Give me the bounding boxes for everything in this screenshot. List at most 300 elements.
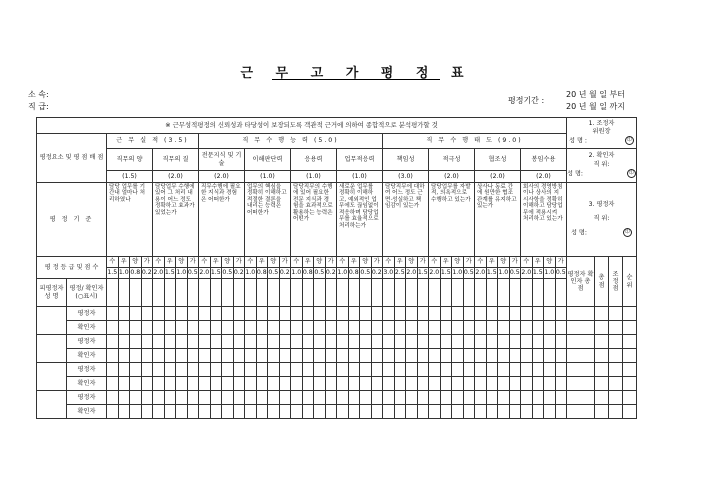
score-entry-cell xyxy=(210,335,222,349)
score-entry-cell xyxy=(348,405,360,419)
score-entry-cell xyxy=(371,405,383,419)
rater-total-header: 평정자 확인자 총 점 xyxy=(567,257,595,307)
score-entry-cell xyxy=(153,321,165,335)
total-entry-cell xyxy=(567,405,595,419)
group-attitude: 직 무 수 행 태 도 (9.0) xyxy=(383,134,567,149)
score-value: 1.0 xyxy=(118,268,130,279)
score-entry-cell xyxy=(452,349,464,363)
score-value: 0.5 xyxy=(314,268,326,279)
score-entry-cell xyxy=(291,335,303,349)
grade-header: 수 xyxy=(107,257,119,268)
score-entry-cell xyxy=(256,391,268,405)
score-entry-cell xyxy=(406,405,418,419)
score-value: 1.5 xyxy=(210,268,222,279)
blank-cell xyxy=(532,279,544,307)
score-entry-cell xyxy=(360,335,372,349)
col-adjusted-header: 조 정 점 xyxy=(609,257,623,307)
score-entry-cell xyxy=(279,391,291,405)
score-entry-cell xyxy=(544,307,556,321)
score-entry-cell xyxy=(475,391,487,405)
adjuster-panel xyxy=(567,118,637,149)
score-entry-cell xyxy=(199,335,211,349)
score-entry-cell xyxy=(555,377,567,391)
score-entry-cell xyxy=(233,335,245,349)
score-entry-cell xyxy=(417,335,429,349)
score-entry-cell xyxy=(176,391,188,405)
score-entry-cell xyxy=(130,377,142,391)
grade-header: 수 xyxy=(199,257,211,268)
score-entry-cell xyxy=(371,321,383,335)
score-entry-cell xyxy=(348,307,360,321)
score-value: 0.5 xyxy=(268,268,280,279)
score-entry-cell xyxy=(176,363,188,377)
score-value: 1.0 xyxy=(176,268,188,279)
score-entry-cell xyxy=(210,349,222,363)
score-value: 0.5 xyxy=(222,268,234,279)
blank-cell xyxy=(337,279,349,307)
score-entry-cell xyxy=(429,377,441,391)
total-entry-cell xyxy=(623,349,637,363)
grade-header: 우 xyxy=(118,257,130,268)
score-entry-cell xyxy=(348,377,360,391)
score-entry-cell xyxy=(256,363,268,377)
score-entry-cell xyxy=(498,335,510,349)
score-entry-cell xyxy=(521,335,533,349)
score-entry-cell xyxy=(107,349,119,363)
score-entry-cell xyxy=(475,349,487,363)
factor-name: 이해판단력 xyxy=(245,149,291,171)
score-entry-cell xyxy=(521,349,533,363)
score-entry-cell xyxy=(509,363,521,377)
score-entry-cell xyxy=(233,349,245,363)
score-entry-cell xyxy=(509,321,521,335)
grade-header: 가 xyxy=(141,257,153,268)
score-entry-cell xyxy=(348,335,360,349)
score-entry-cell xyxy=(532,335,544,349)
score-entry-cell xyxy=(360,405,372,419)
score-entry-cell xyxy=(291,321,303,335)
score-entry-cell xyxy=(394,335,406,349)
score-entry-cell xyxy=(279,377,291,391)
factor-points: (2.0) xyxy=(153,171,199,183)
score-entry-cell xyxy=(210,321,222,335)
score-entry-cell xyxy=(486,363,498,377)
score-value: 1.0 xyxy=(452,268,464,279)
score-entry-cell xyxy=(429,391,441,405)
blank-cell xyxy=(555,279,567,307)
score-entry-cell xyxy=(383,391,395,405)
score-entry-cell xyxy=(176,321,188,335)
score-entry-cell xyxy=(348,363,360,377)
score-entry-cell xyxy=(279,405,291,419)
evaluation-table xyxy=(36,117,637,419)
score-entry-cell xyxy=(199,321,211,335)
grade-header: 양 xyxy=(544,257,556,268)
score-entry-cell xyxy=(268,349,280,363)
score-entry-cell xyxy=(256,377,268,391)
rater-title: 3. 평정자 xyxy=(588,201,615,209)
score-entry-cell xyxy=(463,377,475,391)
score-entry-cell xyxy=(256,307,268,321)
blank-cell xyxy=(475,279,487,307)
score-entry-cell xyxy=(475,307,487,321)
grade-header: 수 xyxy=(153,257,165,268)
score-entry-cell xyxy=(187,335,199,349)
score-entry-cell xyxy=(153,377,165,391)
score-entry-cell xyxy=(256,405,268,419)
score-entry-cell xyxy=(325,363,337,377)
grade-header: 우 xyxy=(532,257,544,268)
score-entry-cell xyxy=(452,391,464,405)
score-entry-cell xyxy=(118,377,130,391)
total-entry-cell xyxy=(609,391,623,405)
factor-points: (2.0) xyxy=(475,171,521,183)
score-entry-cell xyxy=(383,307,395,321)
score-entry-cell xyxy=(406,391,418,405)
score-entry-cell xyxy=(187,405,199,419)
factor-criteria: 업무의 핵심을 정확히 이해하고 적절한 결론을 내리는 능력은 어떠한가 xyxy=(245,183,291,257)
total-entry-cell xyxy=(623,363,637,377)
score-entry-cell xyxy=(176,377,188,391)
score-entry-cell xyxy=(325,349,337,363)
score-value: 1.0 xyxy=(498,268,510,279)
score-entry-cell xyxy=(245,391,257,405)
score-entry-cell xyxy=(153,335,165,349)
adjuster-name-label: 성 명 : xyxy=(569,137,587,145)
total-entry-cell xyxy=(567,391,595,405)
score-entry-cell xyxy=(302,335,314,349)
score-entry-cell xyxy=(429,363,441,377)
blank-cell xyxy=(406,279,418,307)
total-entry-cell xyxy=(595,405,609,419)
score-value: 2.0 xyxy=(521,268,533,279)
score-value: 1.5 xyxy=(107,268,119,279)
score-value: 1.5 xyxy=(440,268,452,279)
score-entry-cell xyxy=(245,363,257,377)
grade-header: 우 xyxy=(486,257,498,268)
blank-cell xyxy=(521,279,533,307)
score-entry-cell xyxy=(394,377,406,391)
score-entry-cell xyxy=(544,363,556,377)
score-entry-cell xyxy=(486,405,498,419)
score-entry-cell xyxy=(187,391,199,405)
score-entry-cell xyxy=(417,349,429,363)
score-entry-cell xyxy=(222,321,234,335)
blank-cell xyxy=(394,279,406,307)
rater-row-label: 평정자 xyxy=(67,391,107,405)
score-value: 2.0 xyxy=(429,268,441,279)
score-entry-cell xyxy=(486,377,498,391)
score-entry-cell xyxy=(141,377,153,391)
grade-header: 양 xyxy=(130,257,142,268)
score-entry-cell xyxy=(118,335,130,349)
score-entry-cell xyxy=(314,405,326,419)
score-entry-cell xyxy=(107,335,119,349)
score-entry-cell xyxy=(107,377,119,391)
score-entry-cell xyxy=(521,391,533,405)
score-entry-cell xyxy=(394,405,406,419)
score-entry-cell xyxy=(118,349,130,363)
seal-icon: 印 xyxy=(625,136,634,145)
score-entry-cell xyxy=(463,321,475,335)
factor-name: 봉임수용 xyxy=(521,149,567,171)
score-entry-cell xyxy=(429,321,441,335)
group-ability: 직 무 수 행 능 력 (5.0) xyxy=(199,134,383,149)
score-entry-cell xyxy=(394,391,406,405)
score-entry-cell xyxy=(130,391,142,405)
factor-criteria: 회사의 경영방침이나 상사의 지시사항을 정확히 이해하고 담당업무에 적용시켜 처리하고 있는가 xyxy=(521,183,567,257)
score-value: 2.5 xyxy=(394,268,406,279)
score-entry-cell xyxy=(555,349,567,363)
score-entry-cell xyxy=(371,335,383,349)
score-entry-cell xyxy=(383,349,395,363)
grade-header: 양 xyxy=(222,257,234,268)
score-entry-cell xyxy=(440,335,452,349)
factor-name: 업무적응력 xyxy=(337,149,383,171)
score-entry-cell xyxy=(164,363,176,377)
factor-points: (2.0) xyxy=(429,171,475,183)
score-entry-cell xyxy=(498,349,510,363)
score-entry-cell xyxy=(222,391,234,405)
score-value: 2.0 xyxy=(199,268,211,279)
score-entry-cell xyxy=(164,307,176,321)
score-entry-cell xyxy=(314,363,326,377)
total-entry-cell xyxy=(623,335,637,349)
score-entry-cell xyxy=(521,405,533,419)
score-entry-cell xyxy=(440,363,452,377)
score-entry-cell xyxy=(141,363,153,377)
score-entry-cell xyxy=(291,349,303,363)
score-entry-cell xyxy=(222,349,234,363)
rater-name-label: 성 명: xyxy=(570,229,587,237)
score-entry-cell xyxy=(314,391,326,405)
score-entry-cell xyxy=(383,405,395,419)
score-entry-cell xyxy=(406,363,418,377)
col-total-header: 총 점 xyxy=(595,257,609,307)
score-entry-cell xyxy=(210,391,222,405)
score-entry-cell xyxy=(325,391,337,405)
grade-header: 우 xyxy=(440,257,452,268)
score-entry-cell xyxy=(555,307,567,321)
blank-cell xyxy=(360,279,372,307)
score-entry-cell xyxy=(141,391,153,405)
score-entry-cell xyxy=(360,377,372,391)
score-entry-cell xyxy=(118,405,130,419)
blank-cell xyxy=(107,279,119,307)
period-from: 20 년 월 일 부터 xyxy=(566,90,625,99)
score-entry-cell xyxy=(383,377,395,391)
score-entry-cell xyxy=(486,391,498,405)
factor-criteria: 담당직무의 수행에 있어 필요한 전문 지식과 경험을 효과적으로 활용하는 능력은 어떤가 xyxy=(291,183,337,257)
score-entry-cell xyxy=(279,307,291,321)
score-value: 0.8 xyxy=(348,268,360,279)
score-entry-cell xyxy=(233,307,245,321)
score-entry-cell xyxy=(141,335,153,349)
factor-name: 전문지식 및 기술 xyxy=(199,149,245,171)
score-entry-cell xyxy=(256,321,268,335)
score-entry-cell xyxy=(440,391,452,405)
grade-label: 평 정 등 급 및 점 수 xyxy=(37,257,107,279)
score-entry-cell xyxy=(406,321,418,335)
total-entry-cell xyxy=(567,349,595,363)
total-entry-cell xyxy=(595,349,609,363)
grade-header: 가 xyxy=(509,257,521,268)
score-value: 0.8 xyxy=(256,268,268,279)
score-entry-cell xyxy=(555,405,567,419)
grade-header: 우 xyxy=(256,257,268,268)
factor-criteria: 새로운 업무를 정확히 이해하고, 예외적인 업무에도 끊임없이 적응하며 담당업무를 효율적으로 처리하는가 xyxy=(337,183,383,257)
score-entry-cell xyxy=(314,349,326,363)
score-entry-cell xyxy=(337,335,349,349)
score-entry-cell xyxy=(199,307,211,321)
grade-header: 가 xyxy=(371,257,383,268)
blank-cell xyxy=(544,279,556,307)
score-entry-cell xyxy=(314,307,326,321)
blank-cell xyxy=(279,279,291,307)
score-entry-cell xyxy=(521,307,533,321)
grade-header: 가 xyxy=(325,257,337,268)
score-entry-cell xyxy=(164,321,176,335)
score-entry-cell xyxy=(141,307,153,321)
blank-cell xyxy=(176,279,188,307)
score-value: 0.5 xyxy=(187,268,199,279)
score-entry-cell xyxy=(325,307,337,321)
score-entry-cell xyxy=(348,349,360,363)
total-entry-cell xyxy=(567,321,595,335)
grade-header: 양 xyxy=(498,257,510,268)
seal-icon: 印 xyxy=(627,169,636,178)
factor-points: (1.0) xyxy=(291,171,337,183)
score-entry-cell xyxy=(463,349,475,363)
score-entry-cell xyxy=(406,307,418,321)
blank-cell xyxy=(498,279,510,307)
score-entry-cell xyxy=(417,321,429,335)
score-entry-cell xyxy=(245,335,257,349)
score-entry-cell xyxy=(130,335,142,349)
score-entry-cell xyxy=(521,377,533,391)
total-entry-cell xyxy=(595,363,609,377)
factor-name: 응용력 xyxy=(291,149,337,171)
score-entry-cell xyxy=(130,307,142,321)
blank-cell xyxy=(486,279,498,307)
score-entry-cell xyxy=(164,335,176,349)
score-entry-cell xyxy=(509,405,521,419)
score-entry-cell xyxy=(302,321,314,335)
score-entry-cell xyxy=(222,405,234,419)
score-entry-cell xyxy=(337,377,349,391)
grade-header: 수 xyxy=(429,257,441,268)
total-entry-cell xyxy=(623,307,637,321)
score-entry-cell xyxy=(256,349,268,363)
score-entry-cell xyxy=(210,307,222,321)
factor-points: (1.0) xyxy=(337,171,383,183)
score-entry-cell xyxy=(233,391,245,405)
score-entry-cell xyxy=(521,363,533,377)
score-value: 1.5 xyxy=(532,268,544,279)
criteria-label: 평 정 기 준 xyxy=(37,183,107,257)
grade-header: 수 xyxy=(291,257,303,268)
blank-cell xyxy=(463,279,475,307)
score-entry-cell xyxy=(130,363,142,377)
score-value: 1.0 xyxy=(337,268,349,279)
page-title: 근 무 고 가 평 정 표 xyxy=(240,66,473,81)
score-value: 2.0 xyxy=(153,268,165,279)
score-entry-cell xyxy=(429,405,441,419)
blank-cell xyxy=(371,279,383,307)
score-entry-cell xyxy=(555,321,567,335)
score-entry-cell xyxy=(417,391,429,405)
factor-name: 책임성 xyxy=(383,149,429,171)
grade-header: 수 xyxy=(383,257,395,268)
score-entry-cell xyxy=(429,349,441,363)
blank-cell xyxy=(325,279,337,307)
score-entry-cell xyxy=(153,307,165,321)
score-entry-cell xyxy=(417,363,429,377)
score-value: 0.2 xyxy=(325,268,337,279)
grade-header: 우 xyxy=(210,257,222,268)
confirmer-name-label: 성 명: xyxy=(567,170,584,178)
rater-label: 평정/ 확인자 (○표시) xyxy=(67,279,107,307)
score-entry-cell xyxy=(153,391,165,405)
adjuster-title: 1. 조정자 xyxy=(588,119,615,127)
grade-header: 수 xyxy=(337,257,349,268)
score-entry-cell xyxy=(245,405,257,419)
factor-name: 직무의 양 xyxy=(107,149,153,171)
score-value: 0.2 xyxy=(233,268,245,279)
grade-header: 우 xyxy=(302,257,314,268)
score-entry-cell xyxy=(233,377,245,391)
score-entry-cell xyxy=(348,321,360,335)
seal-icon: 印 xyxy=(623,228,632,237)
score-entry-cell xyxy=(486,335,498,349)
blank-cell xyxy=(210,279,222,307)
score-value: 3.0 xyxy=(383,268,395,279)
score-entry-cell xyxy=(463,307,475,321)
score-entry-cell xyxy=(199,363,211,377)
blank-cell xyxy=(153,279,165,307)
score-entry-cell xyxy=(555,335,567,349)
blank-cell xyxy=(222,279,234,307)
factor-criteria: 직무수행에 필요한 지식과 경험은 어떠한가 xyxy=(199,183,245,257)
target-label: 피평정자 성 명 xyxy=(37,279,67,307)
total-entry-cell xyxy=(623,391,637,405)
score-entry-cell xyxy=(118,307,130,321)
score-entry-cell xyxy=(302,363,314,377)
score-entry-cell xyxy=(337,349,349,363)
factor-criteria: 담당업무를 자발적, 의욕적으로 수행하고 있는가 xyxy=(429,183,475,257)
score-entry-cell xyxy=(394,349,406,363)
score-entry-cell xyxy=(268,405,280,419)
score-entry-cell xyxy=(164,377,176,391)
score-entry-cell xyxy=(302,307,314,321)
score-entry-cell xyxy=(199,391,211,405)
blank-cell xyxy=(141,279,153,307)
score-entry-cell xyxy=(544,405,556,419)
score-entry-cell xyxy=(233,405,245,419)
factor-points: (1.0) xyxy=(245,171,291,183)
score-entry-cell xyxy=(176,335,188,349)
score-value: 1.5 xyxy=(486,268,498,279)
rank-label: 직 급: xyxy=(28,102,49,111)
score-entry-cell xyxy=(440,377,452,391)
score-entry-cell xyxy=(291,405,303,419)
score-value: 0.5 xyxy=(509,268,521,279)
blank-cell xyxy=(291,279,303,307)
score-entry-cell xyxy=(199,349,211,363)
factor-points: (2.0) xyxy=(199,171,245,183)
rater-row-label: 평정자 xyxy=(67,307,107,321)
score-entry-cell xyxy=(371,363,383,377)
